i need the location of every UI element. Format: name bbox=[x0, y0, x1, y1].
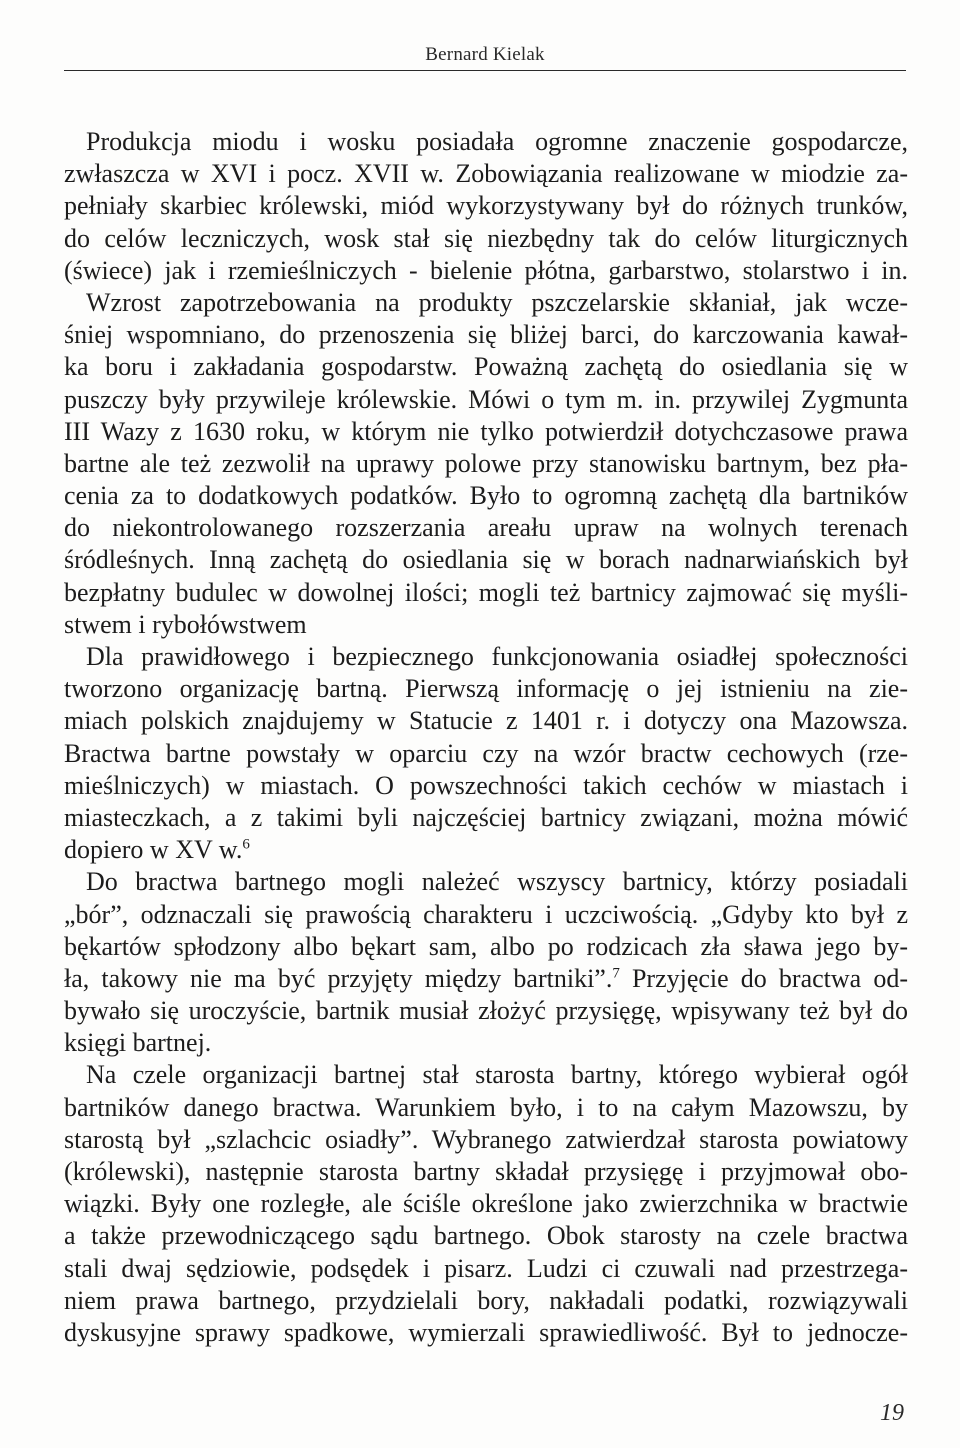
text-line-content: a także przewodniczącego sądu bartnego. Obok starosty na czele bractwa bbox=[64, 1221, 908, 1251]
text-line-content: tworzono organizację bartną. Pierwszą informację o jej istnieniu na zie- bbox=[64, 674, 908, 704]
text-line-content: ła, takowy nie ma być przyjęty między bartniki”. bbox=[64, 963, 613, 993]
text-line-content: III Wazy z 1630 roku, w którym nie tylko potwierdził dotychczasowe prawa bbox=[64, 416, 908, 446]
text-line-content: śniej wspomniano, do przenoszenia się bliżej barci, do karczowania kawał- bbox=[64, 320, 908, 350]
text-line bbox=[64, 126, 908, 158]
text-line-content: do niekontrolowanego rozszerzania areału upraw na wolnych terenach bbox=[64, 513, 908, 543]
text-line bbox=[64, 1188, 908, 1220]
text-line-content: miach polskich znajdujemy w Statucie z 1401 r. i dotyczy ona Mazowsza. bbox=[64, 706, 908, 736]
text-line-content: ka boru i zakładania gospodarstw. Poważną zachętą do osiedlania się w bbox=[64, 352, 908, 382]
text-line-content: dyskusyjne sprawy spadkowe, wymierzali sprawiedliwość. Był to jednocze- bbox=[64, 1317, 908, 1347]
text-line-content: mieślniczych) w miastach. O powszechności takich cechów w miastach i bbox=[64, 770, 908, 800]
text-line bbox=[64, 963, 908, 995]
text-line-content: pełniały skarbiec królewski, miód wykorzystywany był do różnych trunków, bbox=[64, 191, 908, 221]
text-line-content: puszczy były przywileje królewskie. Mówi o tym m. in. przywilej Zygmunta bbox=[64, 384, 908, 414]
text-line-content: (królewski), następnie starosta bartny składał przysięgę i przyjmował obo- bbox=[64, 1157, 908, 1186]
text-line-content: Do bractwa bartnego mogli należeć wszyscy bartnicy, którzy posiadali bbox=[86, 867, 908, 897]
text-line-content: do celów leczniczych, wosk stał się niezbędny tak do celów liturgicznych bbox=[64, 223, 908, 253]
text-line-content: wiązki. Były one rozległe, ale ściśle określone jako zwierzchnika w bractwie bbox=[64, 1189, 908, 1219]
text-line bbox=[64, 416, 908, 448]
text-line-content: bartne ale też zezwolił na uprawy polowe przy stanowisku bartnym, bez pła- bbox=[64, 448, 908, 478]
text-line-content: (świece) jak i rzemieślniczych - bielenie płótna, garbarstwo, stolarstwo i in. bbox=[64, 255, 908, 285]
header-rule bbox=[64, 70, 906, 71]
text-line bbox=[64, 641, 908, 673]
text-line-content: stwem i rybołówstwem bbox=[64, 609, 307, 639]
footnote-reference: 6 bbox=[242, 836, 250, 853]
text-line bbox=[64, 899, 908, 931]
page-number: 19 bbox=[880, 1400, 904, 1426]
text-line bbox=[64, 1092, 908, 1124]
text-line bbox=[64, 480, 908, 512]
text-line-content: księgi bartnej. bbox=[64, 1028, 212, 1058]
text-line-content: Dla prawidłowego i bezpiecznego funkcjonowania osiadłej społeczności bbox=[86, 642, 908, 671]
text-line bbox=[64, 448, 908, 480]
text-line-content: Produkcja miodu i wosku posiadała ogromne znaczenie gospodarcze, bbox=[86, 127, 908, 156]
text-line-content: bartników danego bractwa. Warunkiem było, i to na całym Mazowszu, by bbox=[64, 1092, 908, 1122]
text-line-content: „bór”, odznaczali się prawością charakteru i uczciwością. „Gdyby kto był z bbox=[64, 899, 908, 929]
text-line bbox=[64, 609, 908, 641]
text-line bbox=[64, 1124, 908, 1156]
running-header-author: Bernard Kielak bbox=[425, 44, 545, 65]
text-line bbox=[64, 158, 908, 190]
text-line bbox=[64, 866, 908, 898]
text-line-content: niem prawa bartnego, przydzielali bory, nakładali podatki, rozwiązywali bbox=[64, 1285, 908, 1315]
text-line bbox=[64, 190, 908, 222]
text-line bbox=[64, 223, 908, 255]
text-line-content: bękartów spłodzony albo bękart sam, albo po rodzicach zła sława jego by- bbox=[64, 931, 908, 961]
text-line bbox=[64, 255, 908, 287]
text-line bbox=[64, 1156, 908, 1188]
footnote-reference: 7 bbox=[612, 965, 620, 982]
body-text bbox=[64, 126, 908, 1349]
text-line bbox=[64, 319, 908, 351]
text-line bbox=[64, 770, 908, 802]
text-line-content: bezpłatny budulec w dowolnej ilości; mogli też bartnicy zajmować się myśli- bbox=[64, 577, 908, 607]
text-line-content: stali dwaj sędziowie, podsędek i pisarz. Ludzi ci czuwali nad przestrzega- bbox=[64, 1253, 908, 1283]
text-line bbox=[64, 802, 908, 834]
text-line-content: Bractwa bartne powstały w oparciu czy na wzór bractw cechowych (rze- bbox=[64, 738, 908, 768]
text-line-content: dopiero w XV w. bbox=[64, 835, 243, 865]
text-line bbox=[64, 512, 908, 544]
text-line-content: miasteczkach, a z takimi byli najczęściej bartnicy związani, można mówić bbox=[64, 802, 908, 832]
text-line-content: zwłaszcza w XVI i pocz. XVII w. Zobowiązania realizowane w miodzie za- bbox=[64, 159, 908, 189]
text-line bbox=[64, 1317, 908, 1349]
text-line-content: Wzrost zapotrzebowania na produkty pszczelarskie skłaniał, jak wcze- bbox=[86, 287, 908, 317]
text-line-continuation: Przyjęcie do bractwa od- bbox=[619, 963, 908, 993]
text-line bbox=[64, 384, 908, 416]
text-line bbox=[64, 673, 908, 705]
text-line bbox=[64, 1220, 908, 1252]
text-line-content: śródleśnych. Inną zachętą do osiedlania się w borach nadnarwiańskich był bbox=[64, 545, 908, 575]
text-line bbox=[64, 995, 908, 1027]
text-line bbox=[64, 1027, 908, 1059]
text-line-content: bywało się uroczyście, bartnik musiał złożyć przysięgę, wpisywany też był do bbox=[64, 996, 908, 1026]
text-line bbox=[64, 351, 908, 383]
text-line bbox=[64, 287, 908, 319]
text-line bbox=[64, 1059, 908, 1091]
text-line bbox=[64, 1285, 908, 1317]
text-line-content: starostą był „szlachcic osiadły”. Wybranego zatwierdzał starosta powiatowy bbox=[64, 1124, 908, 1154]
text-line bbox=[64, 705, 908, 737]
text-line bbox=[64, 738, 908, 770]
text-line bbox=[64, 544, 908, 576]
text-line bbox=[64, 577, 908, 609]
text-line-content: Na czele organizacji bartnej stał starosta bartny, którego wybierał ogół bbox=[86, 1060, 908, 1090]
text-line-content: cenia za to dodatkowych podatków. Było to ogromną zachętą dla bartników bbox=[64, 481, 908, 511]
text-line bbox=[64, 1253, 908, 1285]
text-line bbox=[64, 834, 908, 866]
text-line bbox=[64, 931, 908, 963]
